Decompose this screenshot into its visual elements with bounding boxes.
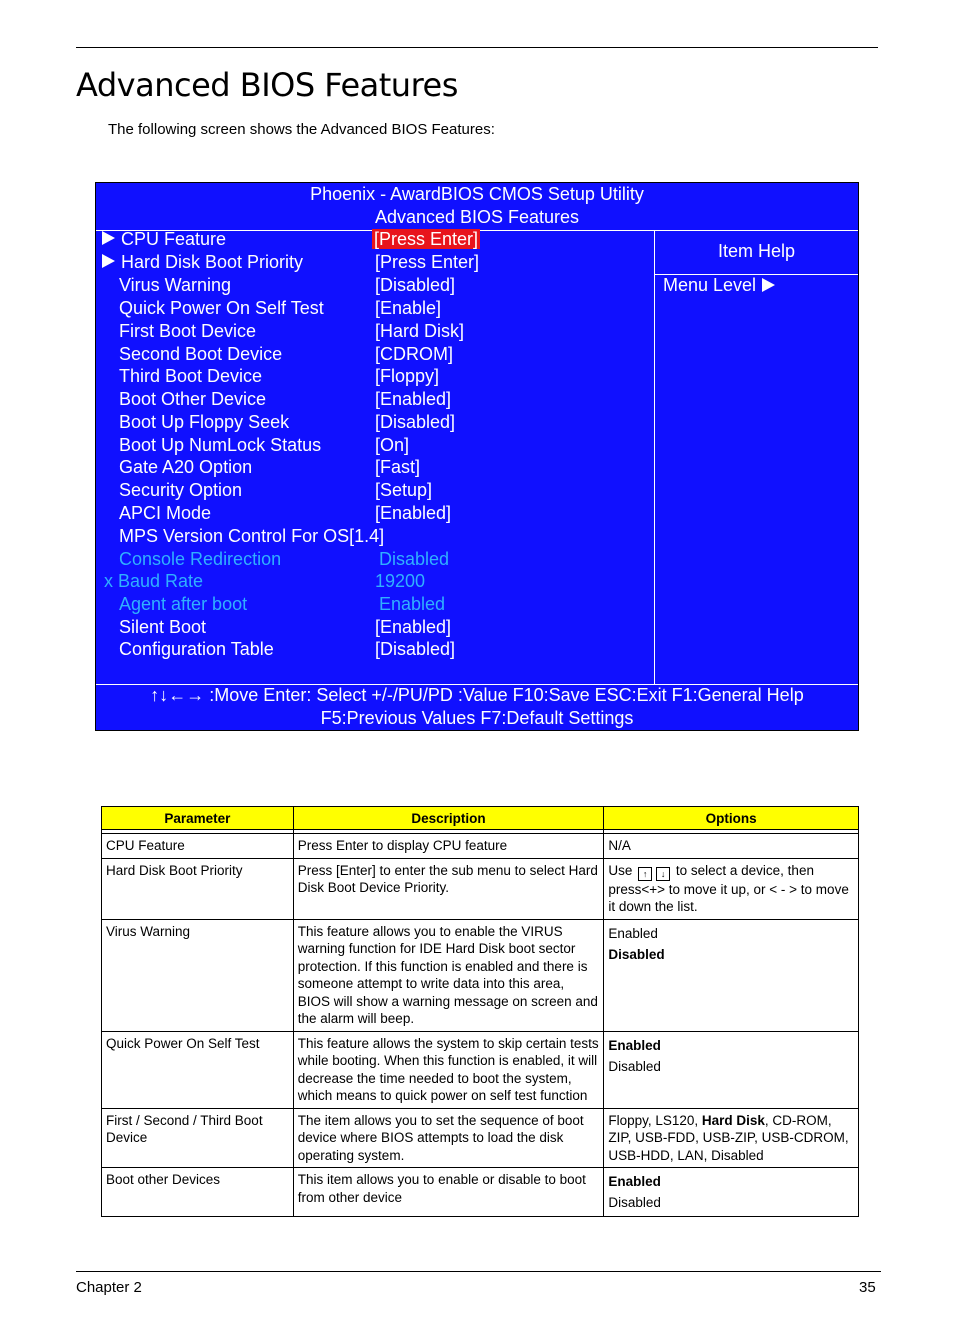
down-arrow-key-icon: ↓ — [656, 867, 670, 881]
bottom-rule — [76, 1271, 881, 1272]
table-row — [102, 1168, 859, 1217]
parameter-cell: CPU Feature — [102, 834, 294, 859]
table-row — [102, 834, 859, 859]
table-header-row — [102, 807, 859, 830]
parameter-cell: Virus Warning — [102, 919, 294, 1031]
parameter-cell: Boot other Devices — [102, 1168, 294, 1217]
parameter-table — [101, 806, 859, 1217]
bios-screen-title: Advanced BIOS Features — [374, 207, 580, 227]
bios-divider-vertical — [654, 230, 655, 684]
intro-text: The following screen shows the Advanced BIOS Features: — [108, 121, 495, 138]
menu-level: Menu Level — [663, 275, 775, 296]
description-cell: This feature allows the system to skip certain tests while booting. When this function is enabled, it will decrease the time needed to boot the system, which means to quick power on self test function — [293, 1031, 604, 1108]
description-cell: Press [Enter] to enter the sub menu to select Hard Disk Boot Device Priority. — [293, 858, 604, 919]
table-row — [102, 1031, 859, 1108]
submenu-arrow-icon — [102, 231, 115, 245]
options-cell: Enabled Disabled — [604, 1031, 859, 1108]
default-option: Enabled — [608, 1174, 661, 1189]
options-cell: Floppy, LS120, Hard Disk, CD-ROM, ZIP, USB-FDD, USB-ZIP, USB-CDROM, USB-HDD, LAN, Disabled — [604, 1108, 859, 1168]
menu-level-arrow-icon — [762, 278, 775, 292]
default-option: Enabled — [608, 1037, 661, 1053]
selected-value: [Press Enter] — [374, 229, 479, 249]
description-cell: Press Enter to display CPU feature — [293, 834, 604, 859]
default-option: Hard Disk — [701, 1112, 765, 1128]
bios-key-help-line-2: F5:Previous Values F7:Default Settings — [320, 708, 634, 728]
page-title: Advanced BIOS Features — [76, 66, 458, 104]
column-header: Description — [293, 807, 604, 830]
page-number: 35 — [859, 1279, 876, 1296]
options-cell: Use ↑ ↓ to select a device, then press<+> to move it up, or < - > to move it down the list. — [604, 858, 859, 919]
description-cell: This item allows you to enable or disable to boot from other device — [293, 1168, 604, 1217]
options-cell: Enabled Disabled — [604, 919, 859, 1031]
column-header: Options — [604, 807, 859, 830]
bios-key-help-line-1: ↑↓←→ :Move Enter: Select +/-/PU/PD :Value F10:Save ESC:Exit F1:General Help — [150, 685, 804, 705]
table-row — [102, 919, 859, 1031]
bios-utility-title: Phoenix - AwardBIOS CMOS Setup Utility — [310, 184, 644, 204]
chapter-label: Chapter 2 — [76, 1279, 142, 1296]
options-cell: N/A — [604, 834, 859, 859]
item-help-title: Item Help — [717, 241, 796, 261]
parameter-cell: First / Second / Third Boot Device — [102, 1108, 294, 1168]
up-arrow-key-icon: ↑ — [638, 867, 652, 881]
column-header: Parameter — [102, 807, 294, 830]
description-cell: This feature allows you to enable the VIRUS warning function for IDE Hard Disk boot sector protection. If this function is enabled and there is someone attempt to write data into this area, BIOS will show a warning message on screen and the alarm will beep. — [293, 919, 604, 1031]
table-row — [102, 858, 859, 919]
parameter-cell: Hard Disk Boot Priority — [102, 858, 294, 919]
options-cell: Enabled Disabled — [604, 1168, 859, 1217]
table-row — [102, 1108, 859, 1168]
bios-screen: Phoenix - AwardBIOS CMOS Setup Utility Advanced BIOS Features CPU Feature [Press Enter] Hard Disk Boot Priority [Press Enter] Virus Warning [Disabled] Quick Power On Self Test [Enable] First Boot Device [Hard Disk] Second Boot Device [CDROM] Third Boot Device [Floppy] Boot Other Device [Enabled] Boot Up Floppy Seek [Disabled] Boot Up NumLock Status [On] Gate A20 Option [Fast] Security Option [Setup] APCI Mode [Enabled] MPS Version Control For OS[1.4] Console Redirection Disabled x Baud Rate 19200 Agent after boot Enabled Silent Boot [Enabled] Configuration Table [Disabled] Item Help Menu Level ↑↓←→ :Move Enter: Select +/-/PU/PD :Value F10:Save ESC:Exit F1:General Help F5:Previous Values F7:Default Settings — [95, 182, 859, 731]
default-option: Disabled — [608, 946, 665, 962]
description-cell: The item allows you to set the sequence of boot device where BIOS attempts to load the disk operating system. — [293, 1108, 604, 1168]
parameter-cell: Quick Power On Self Test — [102, 1031, 294, 1108]
submenu-arrow-icon — [102, 254, 115, 268]
top-rule — [76, 47, 878, 48]
